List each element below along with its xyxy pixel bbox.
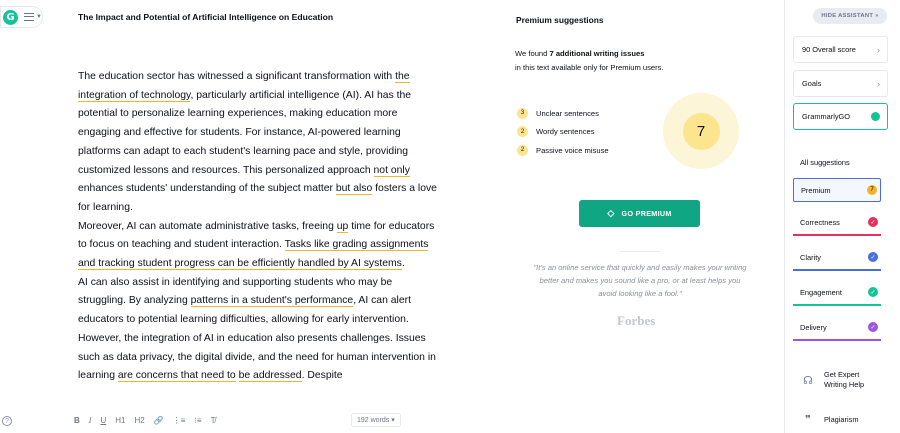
underline-button[interactable]: U <box>100 415 107 425</box>
issue-label: Unclear sentences <box>536 108 599 118</box>
diamond-icon: ◇ <box>607 208 615 218</box>
category-clarity[interactable] <box>793 245 881 271</box>
premium-issue <box>517 104 609 123</box>
bold-button[interactable]: B <box>74 415 80 425</box>
menu-icon <box>24 13 34 21</box>
overall-score-label: 90 Overall score <box>802 45 856 54</box>
go-premium-button[interactable] <box>579 200 700 227</box>
text-run: enhances students' understanding of the subject matter <box>78 183 336 195</box>
overall-score-card[interactable] <box>793 36 888 63</box>
double-chevron-right-icon: » <box>875 13 879 19</box>
plagiarism-link[interactable] <box>800 412 859 426</box>
word-count-label: 192 words <box>357 417 390 424</box>
suggestion-underline[interactable]: patterns in a student's performance <box>190 295 354 307</box>
premium-count-badge: 7 <box>867 185 877 195</box>
heading2-button[interactable]: H2 <box>134 415 145 425</box>
suggestion-underline[interactable]: not only <box>373 164 410 176</box>
check-icon: ✓ <box>868 217 878 227</box>
plagiarism-label: Plagiarism <box>824 414 859 424</box>
expert-help-link[interactable] <box>800 370 876 390</box>
text-run: AI can also assist in identifying and supporting students who may be struggling. By analyzing <box>78 276 393 307</box>
person-icon: ☊ <box>803 374 813 387</box>
help-icon[interactable]: ? <box>2 416 12 426</box>
hide-assistant-label: HIDE ASSISTANT <box>821 13 874 19</box>
premium-issue <box>517 141 609 160</box>
expert-help-label: Get Expert Writing Help <box>824 370 865 389</box>
premium-issue <box>517 123 609 142</box>
issue-label: Wordy sentences <box>536 127 595 137</box>
divider <box>620 251 660 252</box>
heading1-button[interactable]: H1 <box>115 415 126 425</box>
suggestion-underline[interactable]: but also <box>335 183 373 195</box>
grammarlygo-label: GrammarlyGO <box>802 112 851 121</box>
clear-format-icon[interactable]: T̸ <box>210 415 216 425</box>
issue-count-badge: 3 <box>517 108 528 119</box>
category-correctness[interactable] <box>793 210 881 236</box>
bullet-list-icon[interactable]: ⁝≡ <box>194 415 202 425</box>
premium-description <box>515 47 715 75</box>
document-title[interactable]: The Impact and Potential of Artificial Intelligence on Education <box>78 12 334 22</box>
text-run: , particularly artificial intelligence (AI). AI has the potential to personalize learning experiences, making education more engaging and effective for students. For instance, AI-powered learning platforms can adapt to each student's learning pace and style, providing customized lessons and resources. This personalized approach <box>78 89 412 176</box>
issue-label: Passive voice misuse <box>536 145 609 155</box>
all-suggestions-link[interactable]: All suggestions <box>800 158 850 167</box>
category-label: Clarity <box>800 252 821 262</box>
editor-paragraph[interactable] <box>78 218 438 274</box>
grammarly-logo-icon: G <box>3 10 18 25</box>
goals-label: Goals <box>802 79 822 88</box>
app-menu[interactable] <box>0 6 43 28</box>
text-run: . Despite <box>301 370 343 382</box>
suggestion-underline[interactable]: up <box>336 220 349 232</box>
issue-total-graphic <box>663 93 739 169</box>
suggestion-underline[interactable]: the integration of technology <box>78 71 410 101</box>
format-toolbar <box>74 413 224 427</box>
editor-text[interactable] <box>78 68 438 386</box>
category-delivery[interactable] <box>793 315 881 341</box>
quote-icon: ❞ <box>805 413 811 426</box>
premium-issue-list <box>517 104 609 160</box>
check-icon: ✓ <box>868 287 878 297</box>
category-premium[interactable] <box>793 178 881 202</box>
editor-paragraph[interactable] <box>78 274 438 386</box>
text-run: fosters a love for learning. <box>78 183 437 213</box>
link-icon[interactable]: 🔗 <box>153 415 164 425</box>
chevron-down-icon: ▼ <box>36 14 42 20</box>
category-label: Premium <box>801 185 831 195</box>
goals-card[interactable] <box>793 70 888 97</box>
issue-total: 7 <box>683 113 720 150</box>
category-label: Engagement <box>800 287 842 297</box>
category-engagement[interactable] <box>793 280 881 306</box>
text-run: Moreover, AI can automate administrative tasks, freeing <box>78 220 337 232</box>
editor-paragraph[interactable] <box>78 68 438 218</box>
word-count[interactable]: 192 words ▾ <box>351 413 401 427</box>
go-premium-label: GO PREMIUM <box>621 209 672 218</box>
text-run: time for educators to focus on teaching and student interaction. <box>78 220 435 251</box>
grammarlygo-card[interactable] <box>793 103 888 130</box>
check-icon: ✓ <box>868 322 878 332</box>
forbes-logo: Forbes <box>617 313 656 328</box>
issue-count-badge: 2 <box>517 145 528 156</box>
testimonial-quote: "It's an online service that quickly and easily makes your writing better and makes you sound like a pro, or at least helps you avoid looking like a fool." <box>533 263 747 298</box>
chevron-right-icon: › <box>877 78 880 89</box>
premium-desc-suffix: in this text available only for Premium users. <box>515 63 664 72</box>
suggestion-underline[interactable]: are concerns that need to <box>117 370 236 382</box>
premium-desc-prefix: We found <box>515 49 550 58</box>
hide-assistant-button[interactable] <box>813 8 887 24</box>
suggestion-underline[interactable]: be addressed <box>238 370 302 382</box>
suggestion-underline[interactable]: Tasks like grading assignments and tracking student progress can be efficiently handled by AI systems <box>78 239 429 270</box>
text-run: , AI can alert educators to potential learning difficulties, allowing for early intervention. However, the integration of AI in education also presents challenges. Issues such as data privacy, the digital divide, and the need for human intervention in learning <box>78 295 436 382</box>
category-label: Delivery <box>800 322 827 332</box>
chevron-right-icon: › <box>877 44 880 55</box>
italic-button[interactable]: I <box>88 415 92 425</box>
issue-count-badge: 2 <box>517 126 528 137</box>
ordered-list-icon[interactable]: ⋮≡ <box>172 415 186 425</box>
text-run: . <box>401 258 405 270</box>
check-icon: ✓ <box>868 252 878 262</box>
bulb-icon <box>871 112 880 121</box>
text-run: The education sector has witnessed a significant transformation with <box>78 71 396 82</box>
premium-desc-bold: 7 additional writing issues <box>549 49 645 58</box>
premium-heading: Premium suggestions <box>516 15 604 25</box>
category-label: Correctness <box>800 217 840 227</box>
